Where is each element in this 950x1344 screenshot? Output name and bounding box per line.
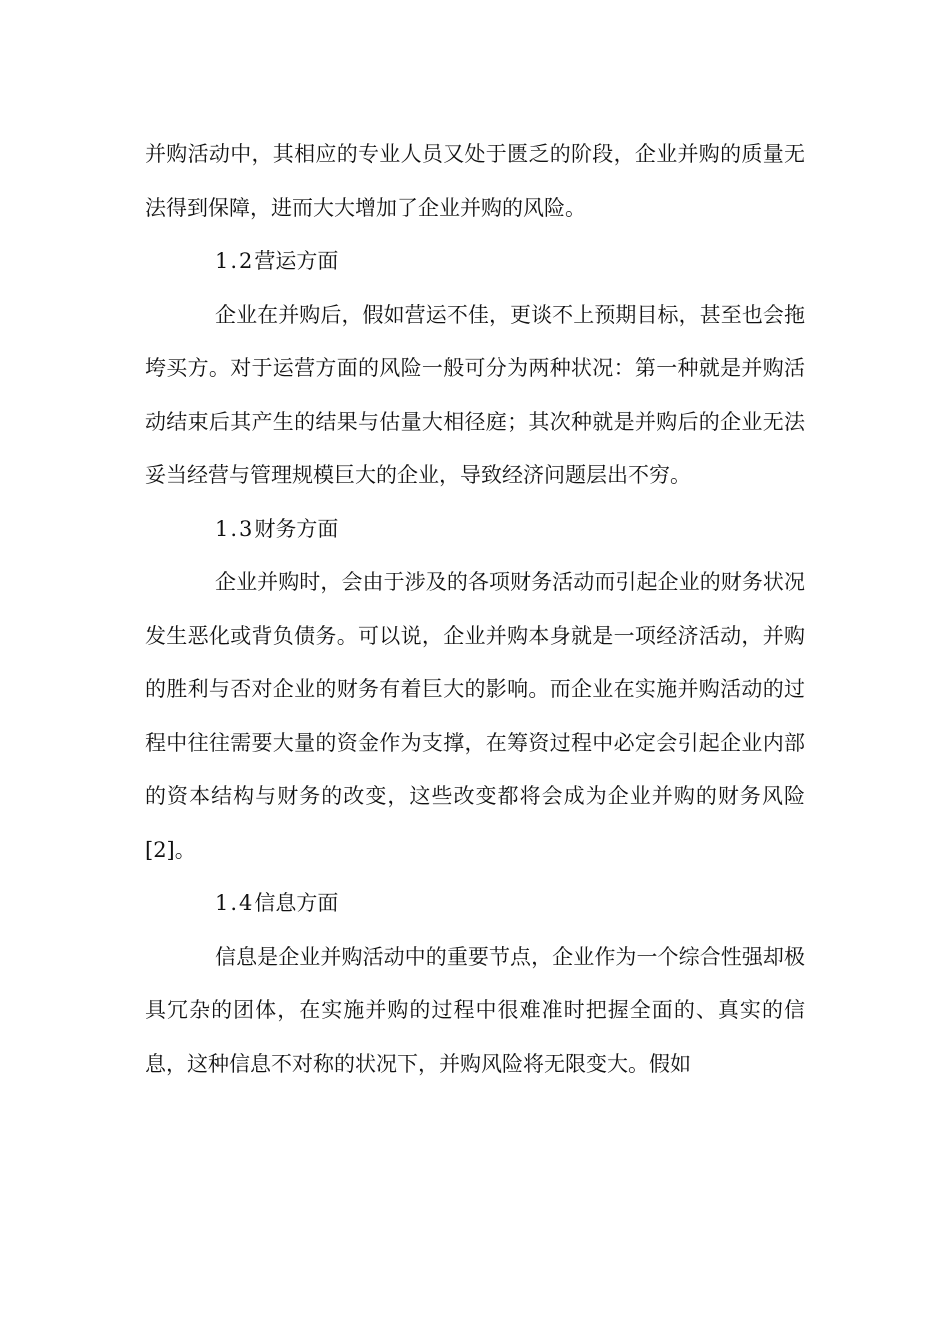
paragraph-operations: 企业在并购后，假如营运不佳，更谈不上预期目标，甚至也会拖垮买方。对于运营方面的风险一般可分为两种状况：第一种就是并购活动结束后其产生的结果与估量大相径庭；其次种就是并购后的企业无法妥当经营与管理规模巨大的企业，导致经济问题层出不穷。 — [145, 302, 805, 487]
section-title: 营运方面 — [254, 249, 339, 273]
section-title: 信息方面 — [254, 891, 339, 915]
section-heading-operations — [145, 235, 805, 289]
section-title: 财务方面 — [254, 516, 339, 541]
section-heading-information — [145, 877, 805, 931]
section-number: 1.3 — [215, 516, 255, 541]
paragraph-finance: 企业并购时，会由于涉及的各项财务活动而引起企业的财务状况发生恶化或背负债务。可以说，企业并购本身就是一项经济活动，并购的胜利与否对企业的财务有着巨大的影响。而企业在实施并购活动的过程中往往需要大量的资金作为支撑，在筹资过程中必定会引起企业内部的资本结构与财务的改变，这些改变都将会成为企业并购的财务风险[2]。 — [145, 570, 805, 862]
paragraph-information: 信息是企业并购活动中的重要节点，企业作为一个综合性强却极具冗杂的团体，在实施并购的过程中很难准时把握全面的、真实的信息，这种信息不对称的状况下，并购风险将无限变大。假如 — [145, 944, 805, 1076]
section-number: 1.2 — [215, 249, 255, 273]
paragraph-intro: 并购活动中，其相应的专业人员又处于匮乏的阶段，企业并购的质量无法得到保障，进而大大增加了企业并购的风险。 — [145, 142, 805, 220]
document-page — [145, 128, 805, 1091]
section-heading-finance — [145, 503, 805, 557]
section-number: 1.4 — [215, 891, 255, 915]
